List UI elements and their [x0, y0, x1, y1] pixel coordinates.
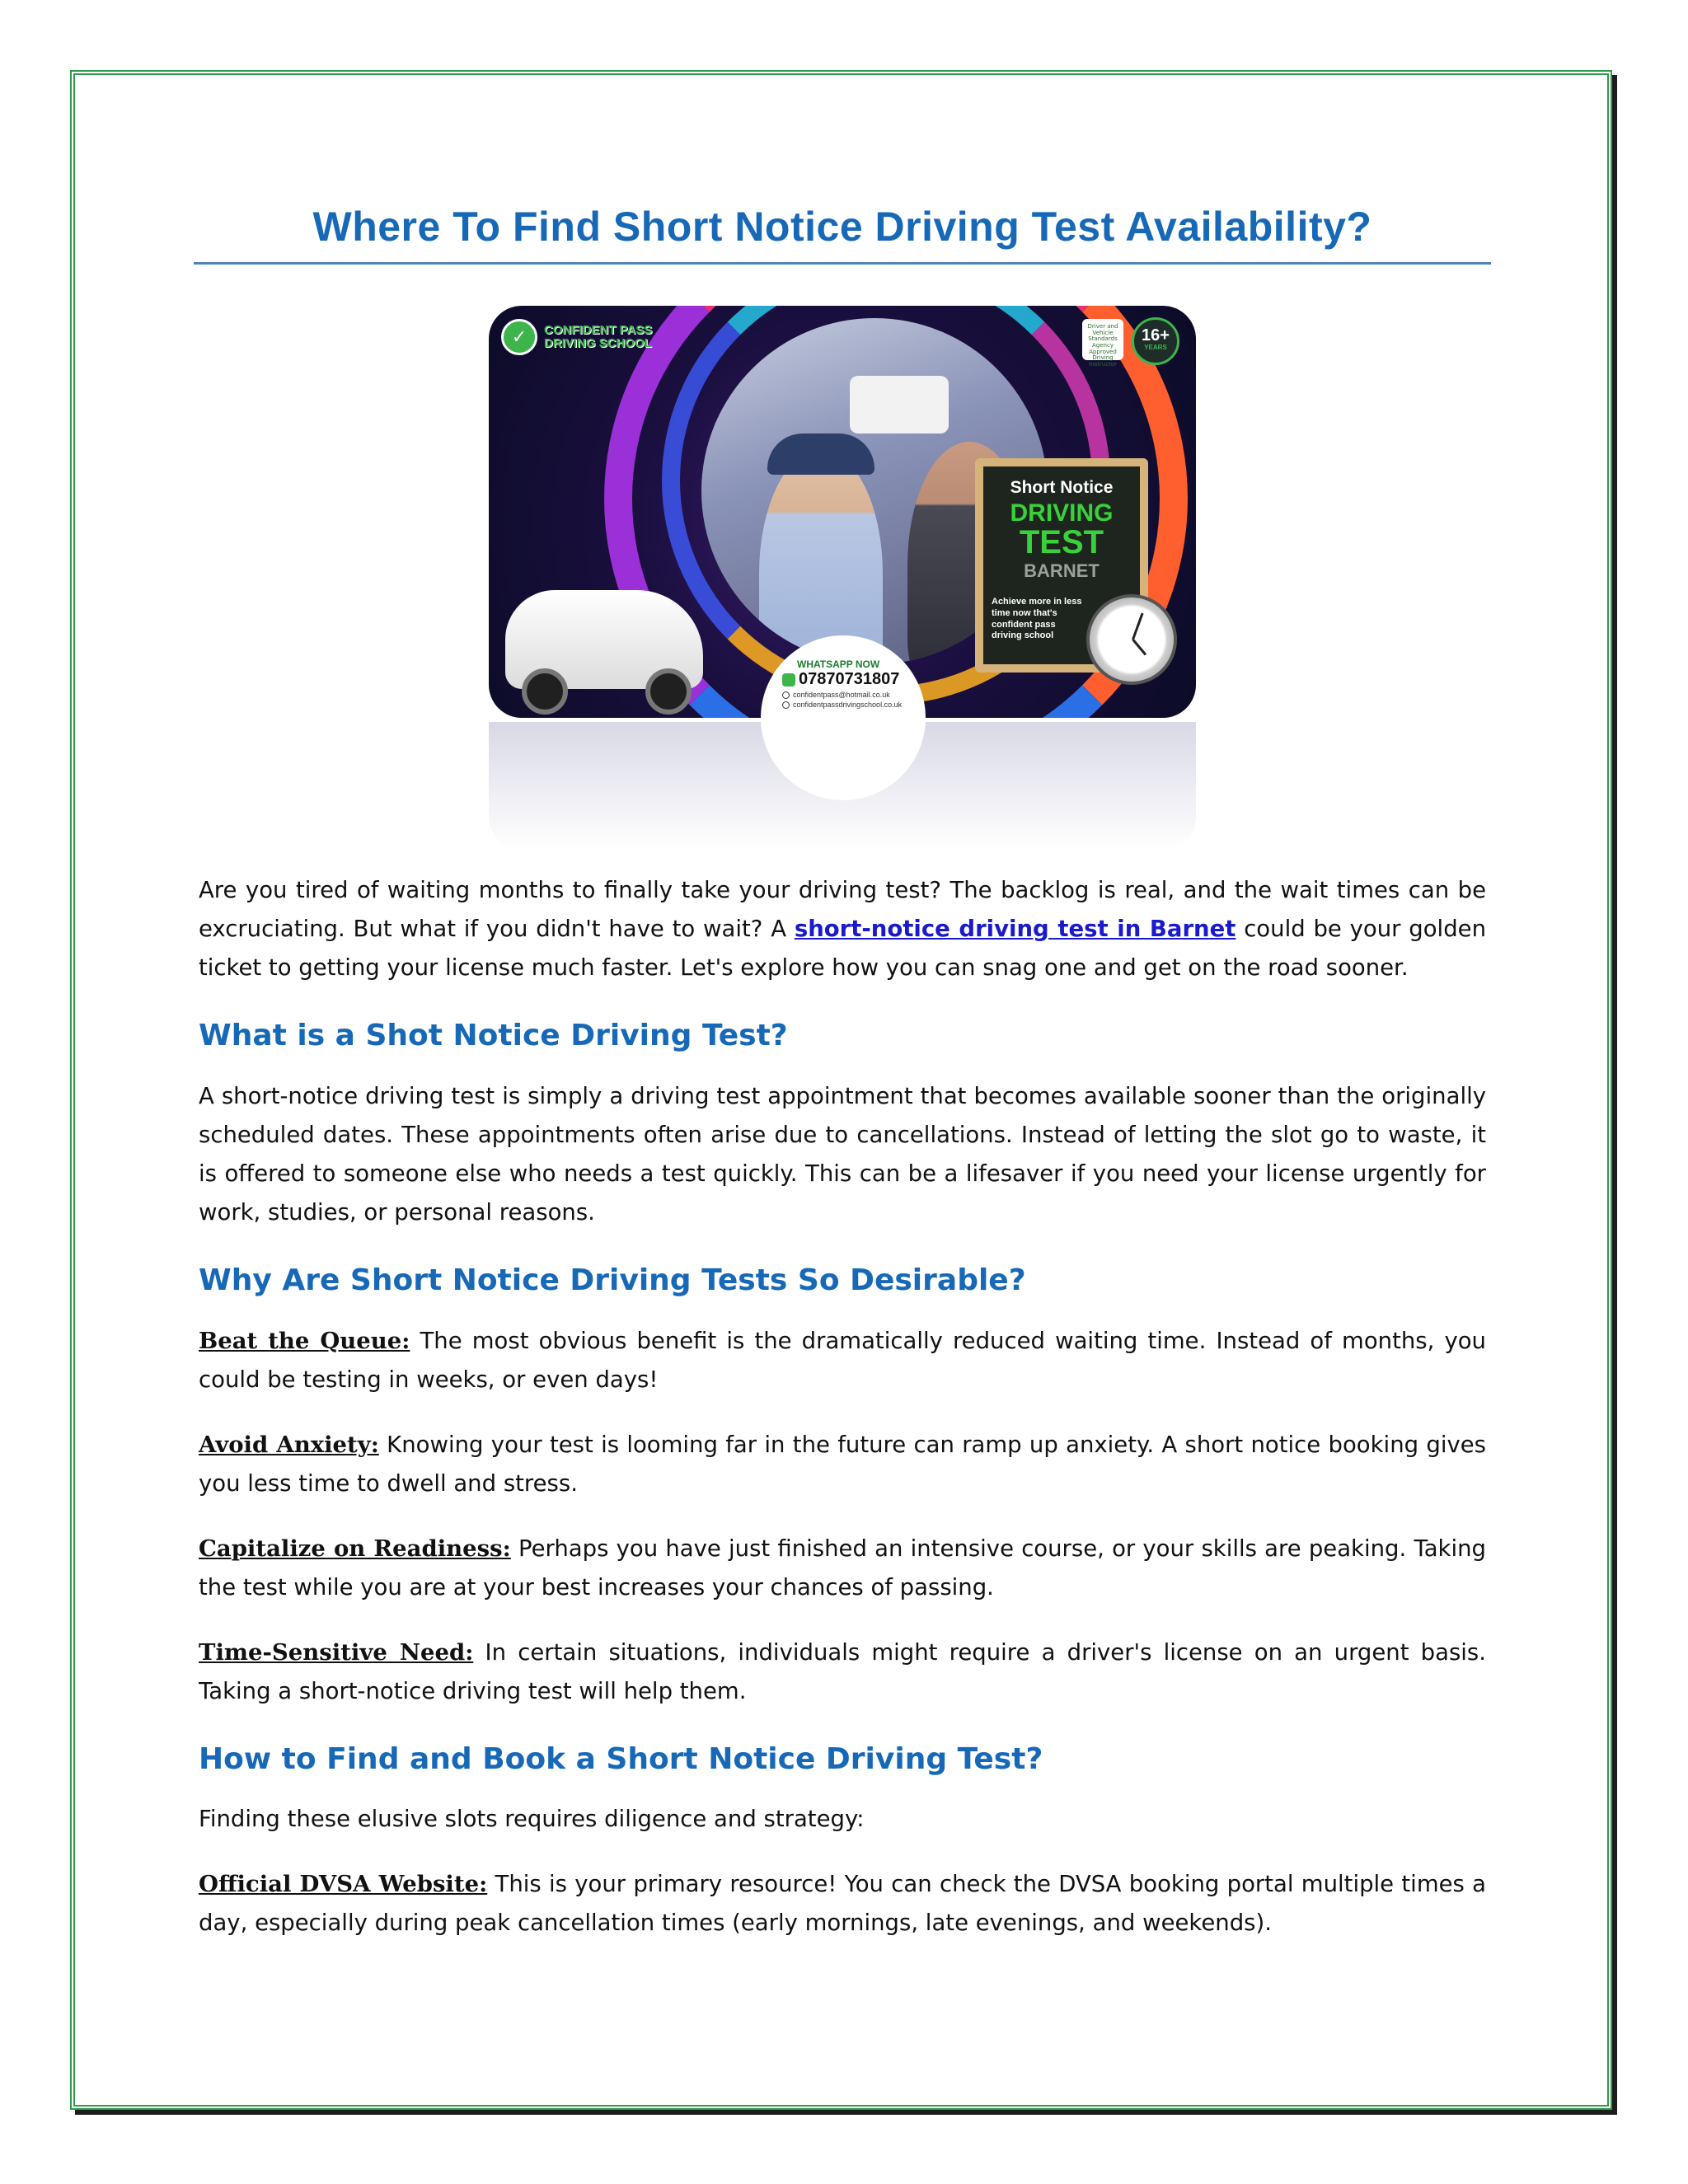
method-item: Official DVSA Website: This is your primary resource! You can check the DVSA booking portal multiple times a day, especially during peak cancellation times (early mornings, late evenings, and weekends).	[199, 1871, 1486, 1937]
section-what-is-body: A short-notice driving test is simply a driving test appointment that becomes available sooner than the originally scheduled dates. These appointments often arise due to cancellations. Instead of letting the slot go to waste, it is offered to someone else who needs a test quickly. This can be a lifesaver if you need your license urgently for work, studies, or personal reasons.	[199, 1082, 1486, 1226]
document-content	[199, 190, 1486, 1943]
car-illustration	[505, 590, 703, 689]
benefit-item: Capitalize on Readiness: Perhaps you have just finished an intensive course, or your skills are peaking. Taking the test while you are at your best increases your chances of passing.	[199, 1535, 1487, 1601]
instructor-figure	[759, 450, 883, 664]
page-title: Where To Find Short Notice Driving Test Availability?	[312, 204, 1372, 250]
instructor-cap	[767, 434, 874, 475]
benefit-item: Avoid Anxiety: Knowing your test is looming far in the future can ramp up anxiety. A short notice booking gives you less time to dwell and stress.	[199, 1431, 1487, 1497]
benefit-item: Time-Sensitive Need: In certain situations, individuals might require a driver's license on an urgent basis. Taking a short-notice driving test will help them.	[199, 1638, 1486, 1704]
alarm-clock-icon	[1086, 594, 1177, 685]
section-heading-what-is: What is a Shot Notice Driving Test?	[199, 1019, 788, 1052]
heart-check-icon: ✓	[501, 319, 537, 355]
chalkboard-sign: Short Notice DRIVING TEST BARNET Achieve more in less time now that's confident pass driving school	[975, 458, 1148, 673]
brand-logo	[501, 314, 674, 360]
intro-paragraph: Are you tired of waiting months to finally take your driving test? The backlog is real, and the wait times can be excruciating. But what if you didn't have to wait? A short-notice driving test in Barnet could be your golden ticket to getting your license much faster. Let's explore how you can snag one and get on the road sooner.	[199, 877, 1487, 981]
title-underline	[194, 262, 1491, 265]
wheel-icon	[522, 668, 568, 715]
section-how-to-find-lead: Finding these elusive slots requires diligence and strategy:	[199, 1806, 865, 1833]
whatsapp-phone: 07870731807	[782, 670, 926, 689]
dvsa-seal-badge: Driver and Vehicle Standards Agency Approved Driving Instructor	[1082, 319, 1123, 360]
years-badge: 16+ YEARS	[1132, 317, 1179, 365]
whatsapp-label: WHATSAPP NOW	[797, 658, 880, 670]
globe-icon	[782, 701, 790, 709]
short-notice-test-link[interactable]: short-notice driving test in Barnet	[794, 916, 1236, 942]
contact-email: confidentpass@hotmail.co.uk	[782, 691, 926, 699]
wheel-icon	[645, 668, 692, 715]
whatsapp-icon	[782, 673, 795, 687]
hero-image	[489, 306, 1196, 850]
contact-website: confidentpassdrivingschool.co.uk	[782, 701, 926, 709]
section-heading-how-to-find: How to Find and Book a Short Notice Driving Test?	[199, 1741, 1043, 1776]
benefit-item: Beat the Queue: The most obvious benefit is the dramatically reduced waiting time. Instead of months, you could be testing in weeks, or even days!	[199, 1327, 1486, 1393]
car-roof-sign	[850, 376, 949, 434]
email-icon	[782, 691, 790, 699]
contact-badge	[761, 635, 926, 800]
logo-text: CONFIDENT PASS DRIVING SCHOOL	[544, 323, 653, 350]
section-heading-why-desirable: Why Are Short Notice Driving Tests So Desirable?	[199, 1263, 1026, 1297]
